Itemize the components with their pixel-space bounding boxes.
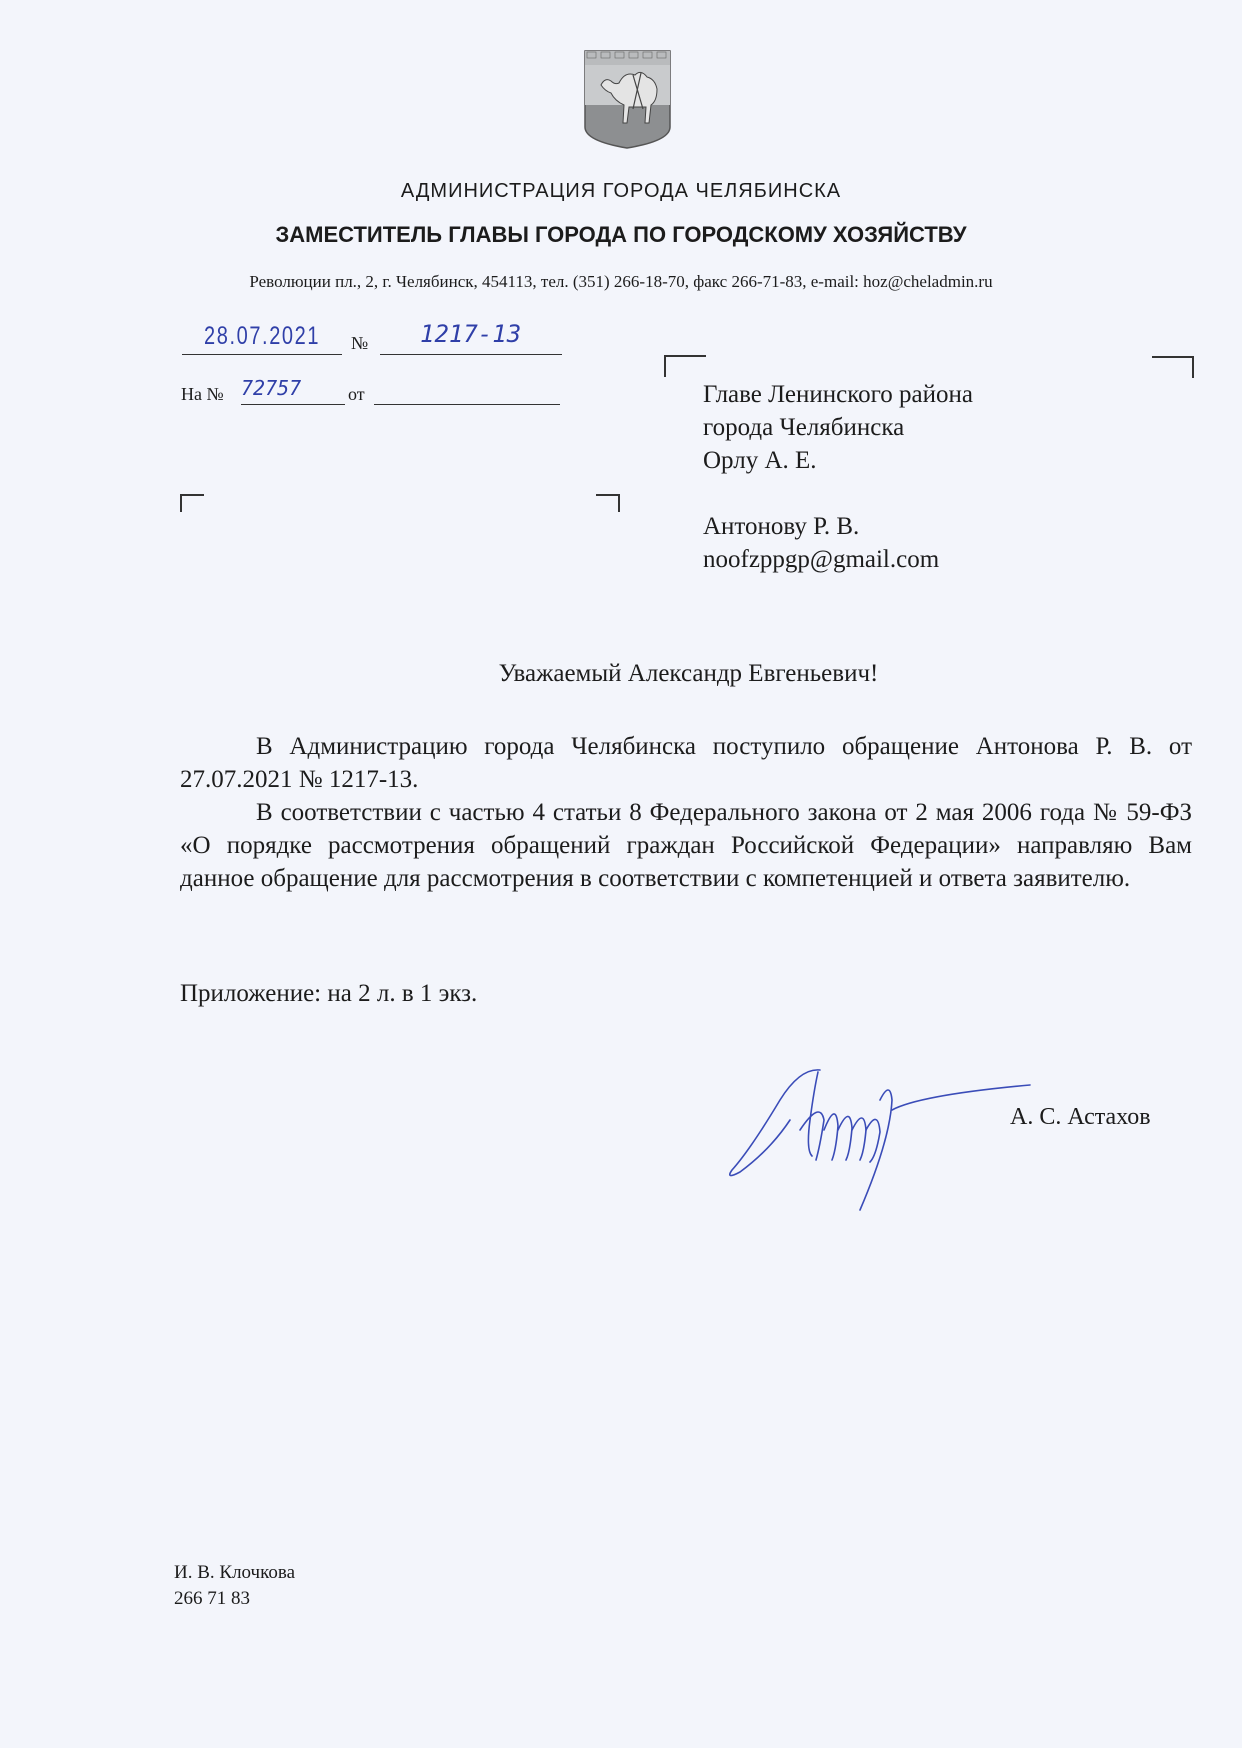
signer-name: А. С. Астахов xyxy=(1010,1104,1151,1130)
body-paragraph: В Администрацию города Челябинска поступило обращение Антонова Р. В. от 27.07.2021 № 1217-13. xyxy=(180,733,1192,793)
subject-corner-top-left xyxy=(180,494,204,512)
handwritten-reply-number: 72757 xyxy=(241,376,302,400)
recipient-line: Главе Ленинского района xyxy=(703,381,973,408)
reply-to-label: На № xyxy=(181,384,224,404)
addressee-corner-top-left xyxy=(664,355,706,377)
recipient-line: города Челябинска xyxy=(703,414,905,441)
from-label: от xyxy=(348,384,365,404)
recipient-line: Орлу А. Е. xyxy=(703,447,817,474)
organization-name: АДМИНИСТРАЦИЯ ГОРОДА ЧЕЛЯБИНСКА xyxy=(400,180,842,202)
letter-body xyxy=(180,730,1192,895)
city-coat-of-arms-emblem xyxy=(583,49,672,149)
number-label: № xyxy=(351,333,369,353)
date-stamp: 28.07.2021 xyxy=(204,322,321,350)
from-date-field xyxy=(374,380,560,405)
executor-block xyxy=(174,1560,295,1612)
reply-to-number-field xyxy=(241,376,345,405)
recipient-block xyxy=(703,378,973,576)
outgoing-number-field xyxy=(380,320,562,355)
subject-corner-top-right xyxy=(596,494,620,512)
handwritten-outgoing-number: 1217-13 xyxy=(420,320,522,348)
executor-name: И. В. Клочкова xyxy=(174,1562,296,1583)
recipient-line: Антонову Р. В. xyxy=(703,513,860,540)
greeting: Уважаемый Александр Евгеньевич! xyxy=(498,660,879,687)
body-paragraph: В соответствии с частью 4 статьи 8 Федерального закона от 2 мая 2006 года № 59-ФЗ «О порядке рассмотрения обращений граждан Российской Федерации» направляю Вам данное обращение для рассмотрения в соответствии с компетенцией и ответа заявителю. xyxy=(180,799,1192,892)
executor-phone: 266 71 83 xyxy=(174,1588,250,1609)
handwritten-signature xyxy=(720,1060,1040,1220)
addressee-corner-top-right xyxy=(1152,356,1194,378)
recipient-email: noofzppgp@gmail.com xyxy=(703,546,940,573)
outgoing-date-field xyxy=(182,324,342,355)
organization-address: Революции пл., 2, г. Челябинск, 454113, тел. (351) 266-18-70, факс 266-71-83, e-mail: hoz@cheladmin.ru xyxy=(249,272,993,291)
attachment-note: Приложение: на 2 л. в 1 экз. xyxy=(180,980,478,1007)
department-name: ЗАМЕСТИТЕЛЬ ГЛАВЫ ГОРОДА ПО ГОРОДСКОМУ ХОЗЯЙСТВУ xyxy=(275,222,967,247)
